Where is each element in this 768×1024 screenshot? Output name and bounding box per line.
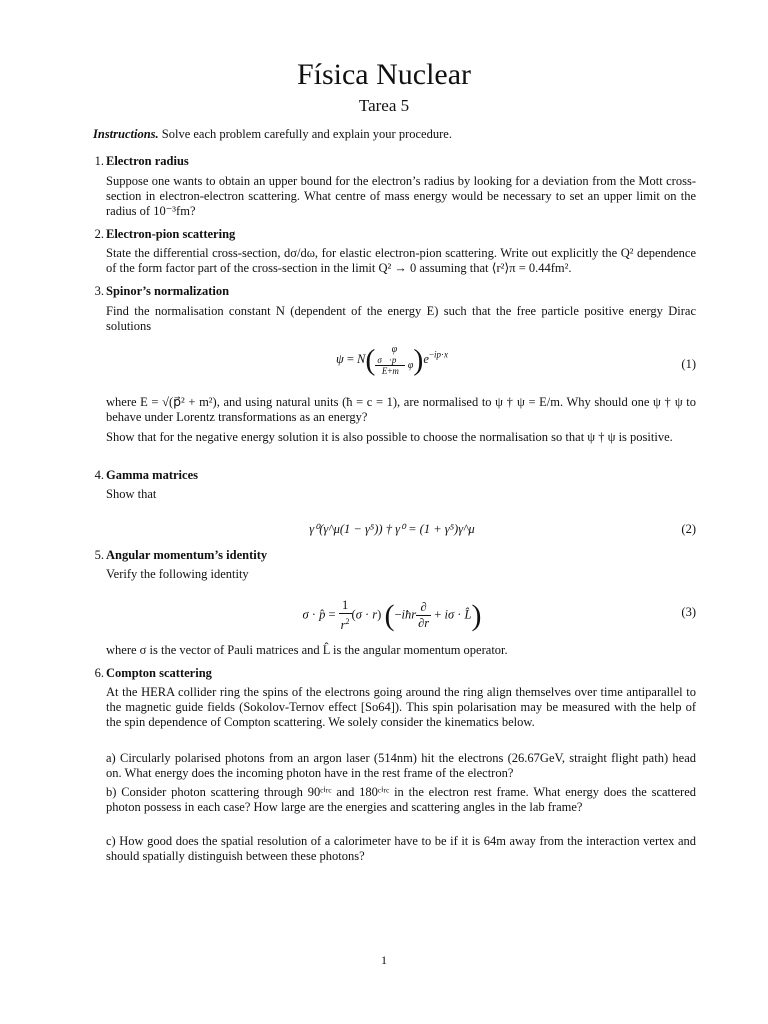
problem-text-3: b) Consider photon scattering through 90ᶜⁱʳᶜ and 180ᶜⁱʳᶜ in the electron rest frame. What energy does the scattered photon possess in each case? How large are the energies and scattering angles in the lab frame? — [106, 785, 696, 814]
instructions-label: Instructions. — [93, 127, 159, 141]
problem-number: 3. — [94, 284, 104, 298]
problem-text-2: a) Circularly polarised photons from an argon laser (514nm) hit the electrons (26.67GeV, straight flight path) head on. What energy does the incoming photon have in the rest frame of the electron? — [106, 751, 696, 780]
problem-title: Compton scattering — [106, 666, 212, 680]
problem-text-1: Show that — [106, 487, 157, 501]
equation-number: (3) — [681, 605, 696, 619]
problem-text-2: where σ is the vector of Pauli matrices and L̂ is the angular momentum operator. — [106, 643, 508, 657]
equation-3: σ · p̂ = $\frac{1}{r^2}$ (σ · r) (−iħr $\frac{\partial}{\partial r}$ + iσ · L̂) — [302, 598, 482, 633]
problem-number: 2. — [94, 227, 104, 241]
problem-text-1: Verify the following identity — [106, 567, 249, 581]
page-subtitle: Tarea 5 — [358, 96, 410, 115]
problem-text: State the differential cross-section, dσ/dω, for elastic electron-pion scattering. Write out explicitly the Q² dependence of the form factor part of the cross-section in the limit Q² → 0 assuming that ⟨r²⟩π = 0.44fm². — [106, 246, 696, 275]
problem-title: Angular momentum’s identity — [106, 548, 268, 562]
problem-number: 4. — [94, 468, 104, 482]
problem-title: Electron-pion scattering — [106, 227, 236, 241]
equation-1: ψ = N( φ $\frac{\sigma⃗\cdot p⃗}{E+m}$ $\varphi)e^{-ip\cdot x}$ — [335, 343, 449, 377]
problem-number: 5. — [94, 548, 104, 562]
equation-2: γ⁰(γ^μ(1 − γ⁵)) † γ⁰ = (1 + γ⁵)γ^μ — [309, 522, 475, 536]
page-title: Física Nuclear — [296, 58, 472, 91]
page-number: 1 — [381, 953, 387, 967]
problem-text-2: where E = √(p⃗² + m²), and using natural units (ħ = c = 1), are normalised to ψ † ψ = E/m. Why should one ψ † ψ to behave under Lorentz transformations as an energy? — [106, 395, 696, 424]
problem-text-1: Find the normalisation constant N (dependent of the energy E) such that the free particle positive energy Dirac solutions — [106, 304, 696, 333]
problem-number: 1. — [94, 154, 104, 168]
equation-number: (1) — [681, 357, 696, 371]
instructions — [93, 127, 703, 142]
instructions-text: Solve each problem carefully and explain your procedure. — [161, 127, 452, 141]
problem-text-1: At the HERA collider ring the spins of the electrons going around the ring align themselves over time antiparallel to the magnetic guide fields (Sokolov-Ternov effect [So64]). This spin polarisation may be measured with the help of the spin dependence of Compton scattering. We solely consider the kinematics below. — [106, 685, 696, 729]
problem-text-4: c) How good does the spatial resolution of a calorimeter have to be if it is 64m away from the interaction vertex and should spatially distinguish between these photons? — [106, 834, 696, 863]
problem-text: Suppose one wants to obtain an upper bound for the electron’s radius by looking for a deviation from the Mott cross-section in electron-electron scattering. What centre of mass energy would be necessary to set an upper limit on the radius of 10⁻³fm? — [106, 174, 696, 218]
equation-number: (2) — [681, 522, 696, 536]
problem-title: Electron radius — [106, 154, 189, 168]
problem-text-3: Show that for the negative energy solution it is also possible to choose the normalisation so that ψ † ψ is positive. — [106, 430, 673, 444]
problem-title: Spinor’s normalization — [106, 284, 230, 298]
problem-title: Gamma matrices — [106, 468, 198, 482]
problem-number: 6. — [94, 666, 104, 680]
